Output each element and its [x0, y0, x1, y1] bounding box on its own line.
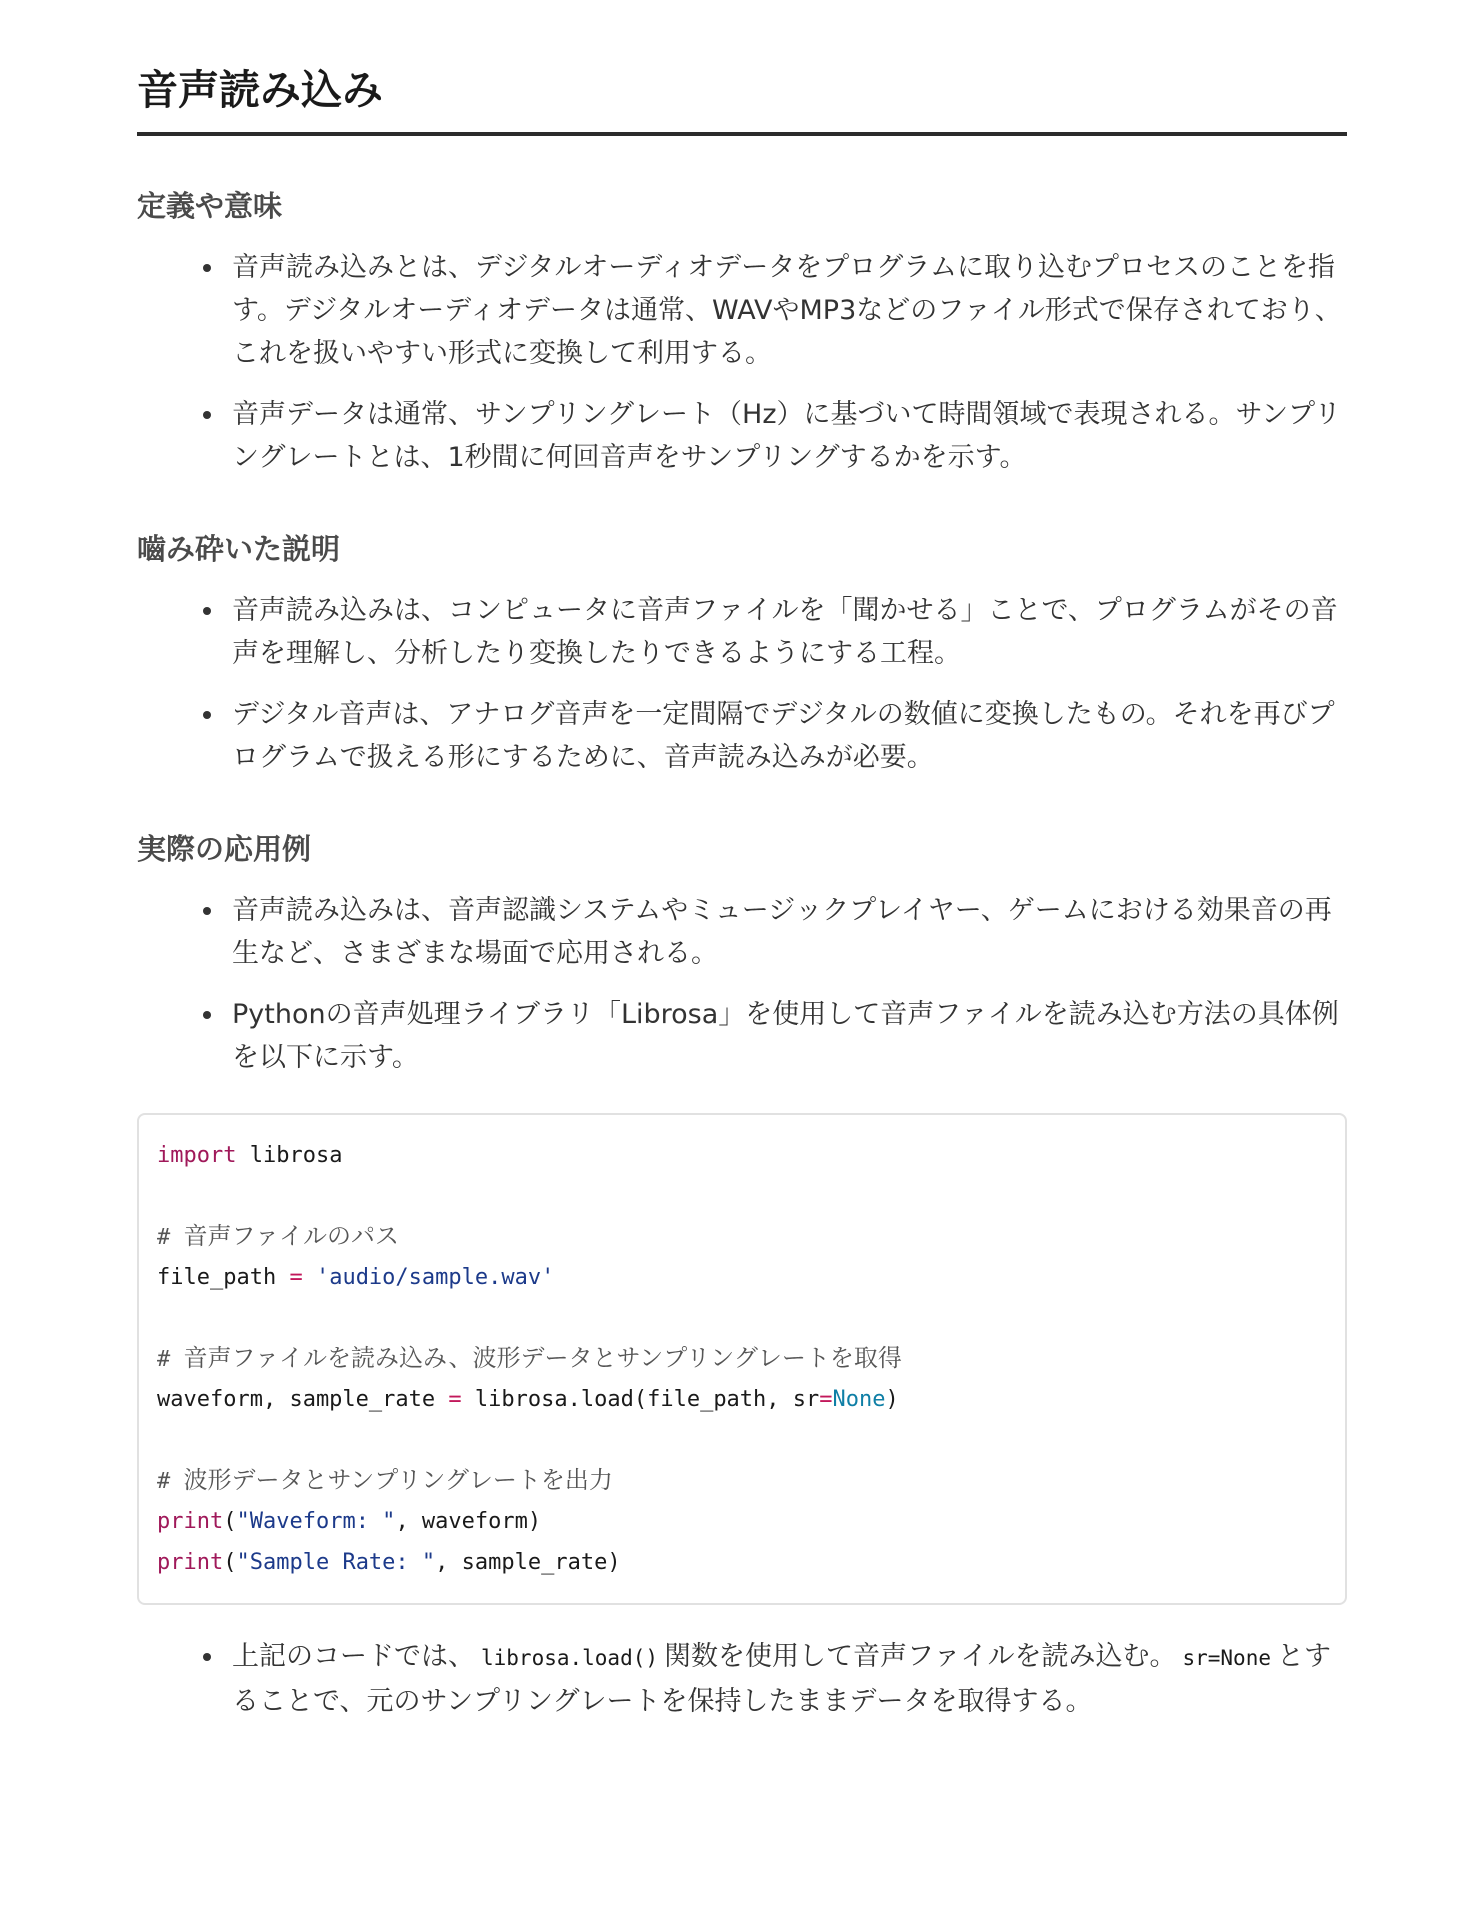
list-item-text: 上記のコードでは、 — [232, 1641, 475, 1672]
list-item-text: 関数を使用して音声ファイルを読み込む。 — [664, 1641, 1177, 1672]
code-comment: 音声ファイルのパス — [183, 1222, 400, 1250]
list-item-text: Pythonの音声処理ライブラリ「Librosa」を使用して音声ファイルを読み込む方法の具体例を以下に示す。 — [232, 999, 1339, 1073]
code-text: , waveform) — [395, 1509, 542, 1534]
list-item — [137, 1635, 1347, 1723]
list-item — [137, 589, 1347, 675]
bullet-icon — [203, 1011, 211, 1019]
code-line — [157, 1379, 1327, 1420]
list-item — [137, 993, 1347, 1079]
code-explanation-list — [137, 1635, 1347, 1723]
code-keyword: import — [157, 1143, 237, 1168]
code-operator: = — [289, 1265, 303, 1290]
list-item-text: 音声読み込みは、コンピュータに音声ファイルを「聞かせる」ことで、プログラムがその音声を理解し、分析したり変換したりできるようにする工程。 — [232, 595, 1338, 669]
list-item-text: 音声読み込みとは、デジタルオーディオデータをプログラムに取り込むプロセスのことを指す。デジタルオーディオデータは通常、WAVやMP3などのファイル形式で保存されており、これを扱いやすい形式に変換して利用する。 — [232, 252, 1342, 369]
list-item-text: 音声データは通常、サンプリングレート（Hz）に基づいて時間領域で表現される。サンプリングレートとは、1秒間に何回音声をサンプリングするかを示す。 — [232, 399, 1342, 473]
code-block[interactable] — [137, 1113, 1347, 1605]
bullet-icon — [203, 907, 211, 915]
code-keyword: print — [157, 1550, 224, 1575]
code-text: ) — [885, 1387, 899, 1412]
code-text: waveform, sample_rate — [157, 1387, 449, 1412]
bullet-icon — [203, 607, 211, 615]
bullet-icon — [203, 711, 211, 719]
code-comment-hash: # — [157, 1225, 184, 1250]
code-blank-line — [157, 1298, 1327, 1338]
bullet-icon — [203, 264, 211, 272]
code-operator: = — [819, 1387, 833, 1412]
list-item — [137, 393, 1347, 479]
code-text: ( — [223, 1550, 237, 1575]
list-item-text: 音声読み込みは、音声認識システムやミュージックプレイヤー、ゲームにおける効果音の再生など、さまざまな場面で応用される。 — [232, 895, 1332, 969]
bullet-icon — [203, 411, 211, 419]
bullet-icon — [203, 1653, 211, 1661]
inline-code: sr=None — [1182, 1646, 1271, 1670]
code-comment-hash: # — [157, 1469, 184, 1494]
code-string: "Waveform: " — [236, 1509, 396, 1534]
code-constant: None — [832, 1387, 886, 1412]
code-comment: 音声ファイルを読み込み、波形データとサンプリングレートを取得 — [183, 1344, 902, 1372]
code-line — [157, 1542, 1327, 1583]
inline-code: librosa.load() — [481, 1646, 659, 1670]
list-item-text: デジタル音声は、アナログ音声を一定間隔でデジタルの数値に変換したもの。それを再びプログラムで扱える形にするために、音声読み込みが必要。 — [232, 699, 1335, 773]
code-string: 'audio/sample.wav' — [315, 1265, 555, 1290]
section-heading-definition: 定義や意味 — [137, 189, 283, 223]
code-text — [303, 1265, 316, 1290]
code-line — [157, 1257, 1327, 1298]
code-text: file_path — [157, 1265, 290, 1290]
explanation-list — [137, 589, 1347, 779]
code-text: , sample_rate) — [435, 1550, 621, 1575]
code-text: librosa.load(file_path, sr — [461, 1387, 820, 1412]
code-comment-line — [157, 1460, 1327, 1501]
applications-list — [137, 889, 1347, 1079]
code-text: ( — [223, 1509, 237, 1534]
list-item — [137, 889, 1347, 975]
section-heading-applications: 実際の応用例 — [137, 832, 312, 866]
code-comment: 波形データとサンプリングレートを出力 — [183, 1466, 613, 1494]
code-text: librosa — [236, 1143, 343, 1168]
code-blank-line — [157, 1176, 1327, 1216]
code-keyword: print — [157, 1509, 224, 1534]
code-comment-line — [157, 1216, 1327, 1257]
code-comment-line — [157, 1338, 1327, 1379]
document-content — [137, 0, 1347, 1723]
list-item — [137, 693, 1347, 779]
list-item — [137, 246, 1347, 375]
code-string: "Sample Rate: " — [236, 1550, 436, 1575]
code-line — [157, 1501, 1327, 1542]
list-item-text: とすることで、元のサンプリングレートを保持したままデータを取得する。 — [232, 1641, 1331, 1717]
code-line — [157, 1135, 1327, 1176]
definition-list — [137, 246, 1347, 479]
code-operator: = — [448, 1387, 462, 1412]
page-title: 音声読み込み — [137, 0, 1347, 136]
code-comment-hash: # — [157, 1347, 184, 1372]
section-heading-explanation: 嚙み砕いた説明 — [137, 532, 341, 566]
code-blank-line — [157, 1420, 1327, 1460]
